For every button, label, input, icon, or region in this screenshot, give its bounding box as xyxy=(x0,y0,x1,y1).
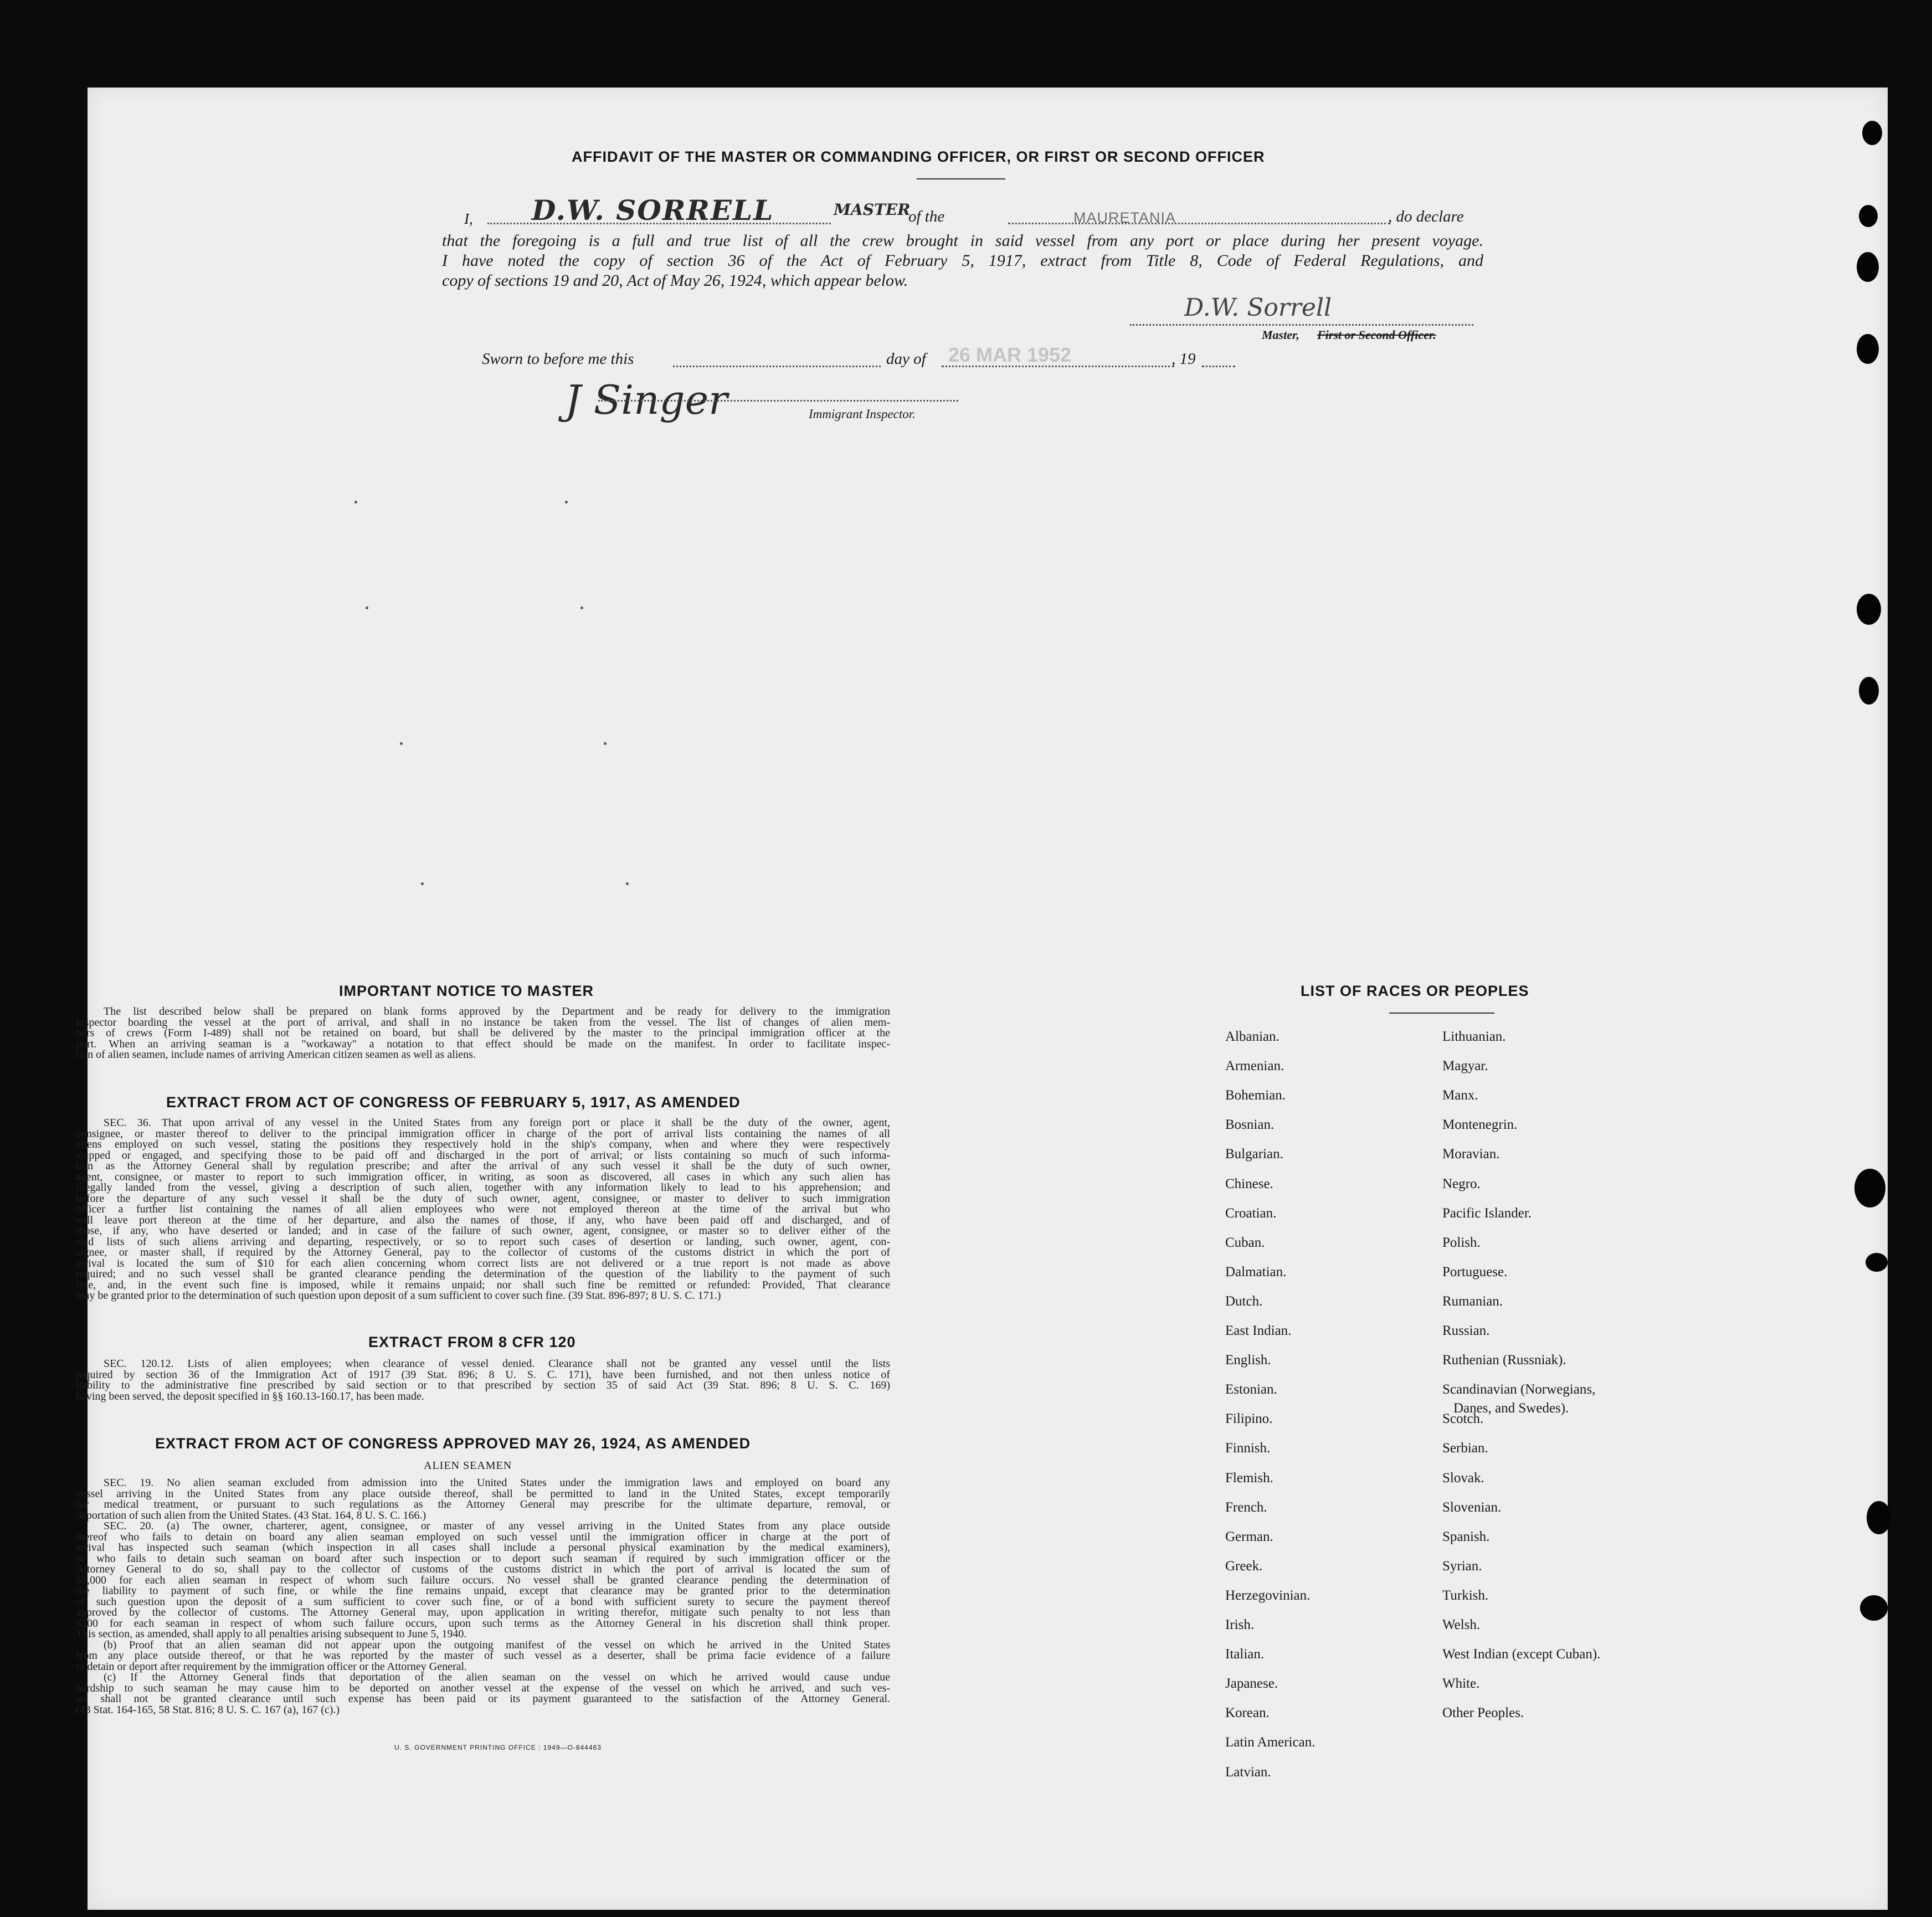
master-name-handwritten: D.W. SORRELL xyxy=(532,194,774,227)
race-item: Italian. xyxy=(1225,1647,1265,1662)
race-item: Croatian. xyxy=(1225,1205,1277,1221)
text-line: required; and no such vessel shall be granted clearance pending the determination of the question of the liability to the payment of such xyxy=(76,1268,890,1280)
notice-text xyxy=(76,1006,890,1061)
races-title: LIST OF RACES OR PEOPLES xyxy=(1301,983,1529,999)
race-item: Albanian. xyxy=(1225,1029,1280,1044)
race-item: Bosnian. xyxy=(1225,1117,1275,1133)
stray-dot xyxy=(626,882,629,885)
punch-hole xyxy=(1854,1169,1885,1207)
struck-caption: First or Second Officer. xyxy=(1317,328,1436,342)
text-line: said lists of such aliens arriving and departing, respectively, or so to report such cases of desertion or landing, such owner, agent, con- xyxy=(76,1235,890,1248)
text-line: or who fails to detain such seaman on board after such inspection or to deport such seaman if required by such immigration officer or the xyxy=(76,1552,890,1565)
title-underline xyxy=(917,178,1005,179)
text-line: sel shall not be granted clearance until such expense has been paid or its payment guaranteed to the satisfaction of the Attorney General. xyxy=(76,1693,890,1705)
race-item: Pacific Islander. xyxy=(1442,1205,1532,1221)
year-prefix: , 19 xyxy=(1171,350,1196,368)
stray-dot xyxy=(421,882,424,885)
punch-hole xyxy=(1867,1501,1891,1534)
signature-line xyxy=(1130,324,1473,326)
race-item: Moravian. xyxy=(1442,1147,1500,1162)
race-item: East Indian. xyxy=(1225,1323,1292,1338)
race-item: Turkish. xyxy=(1442,1587,1489,1603)
race-item: Filipino. xyxy=(1225,1411,1273,1427)
race-item: Scotch. xyxy=(1442,1411,1484,1427)
text-line: arrival is located the sum of $10 for each alien concerning whom correct lists are not delivered or a true report is not made as above xyxy=(76,1257,890,1270)
text-line: required by section 36 of the Immigration Act of 1917 (39 Stat. 896; 8 U. S. C. 171), have been furnished, and not then unless notice of xyxy=(76,1368,890,1381)
race-item: Manx. xyxy=(1442,1088,1478,1103)
text-line: bers of crews (Form I-489) shall not be retained on board, but shall be delivered by the master to the principal immigration officer at the xyxy=(76,1027,890,1039)
race-item: Negro. xyxy=(1442,1176,1481,1191)
race-item: Slovenian. xyxy=(1442,1499,1502,1515)
of-the: of the xyxy=(908,208,945,225)
race-item: Armenian. xyxy=(1225,1058,1284,1074)
alien-seamen-subtitle: ALIEN SEAMEN xyxy=(424,1459,512,1472)
stamp-date-line xyxy=(942,366,1174,367)
extract-1924-title: EXTRACT FROM ACT OF CONGRESS APPROVED MAY 26, 1924, AS AMENDED xyxy=(155,1435,751,1452)
text-line: $1,000 for each alien seaman in respect of whom such failure occurs. No vessel shall be granted clearance pending the determination of xyxy=(76,1574,890,1586)
race-item: Portuguese. xyxy=(1442,1264,1508,1279)
punch-hole xyxy=(1857,594,1881,625)
year-line xyxy=(1202,366,1235,367)
race-item: Welsh. xyxy=(1442,1617,1481,1632)
race-item: Chinese. xyxy=(1225,1176,1273,1191)
stray-dot xyxy=(400,742,403,745)
race-item: Herzegovinian. xyxy=(1225,1587,1311,1603)
sworn-day-line xyxy=(673,366,881,367)
text-line: fine, and, in the event such fine is imposed, while it remains unpaid; nor shall such fine be remitted or refunded: Provided, That clearance xyxy=(76,1278,890,1291)
text-line: $200 for each seaman in respect of whom such failure occurs, upon such terms as the Attorney General in his discretion shall think proper. xyxy=(76,1617,890,1630)
race-item: Rumanian. xyxy=(1442,1293,1503,1309)
race-item: Finnish. xyxy=(1225,1441,1271,1456)
text-line: for medical treatment, or pursuant to such regulations as the Attorney General may prescribe for the ultimate departure, removal, or xyxy=(76,1498,890,1510)
race-item: Montenegrin. xyxy=(1442,1117,1518,1133)
stray-dot xyxy=(580,607,583,609)
text-line: the liability to payment of such fine, or while the fine remains unpaid, except that clearance may be granted prior to the determination xyxy=(76,1585,890,1597)
text-line: deportation of such alien from the United States. (43 Stat. 164, 8 U. S. C. 166.) xyxy=(76,1509,427,1522)
text-line: vessel arriving in the United States from any place outside thereof, shall be permitted to land in the United States, except temporarily xyxy=(76,1487,890,1500)
race-item: Latin American. xyxy=(1225,1735,1316,1750)
text-line: Attorney General to do so, shall pay to the collector of customs of the customs district in which the port of arrival is located the sum of xyxy=(76,1563,890,1575)
race-item: Other Peoples. xyxy=(1442,1705,1524,1721)
master-caption: Master, xyxy=(1262,328,1299,342)
text-line: (b) Proof that an alien seaman did not appear upon the outgoing manifest of the vessel on which he arrived in the United States xyxy=(104,1638,890,1651)
race-item: Flemish. xyxy=(1225,1470,1273,1486)
text-line: arrival has inspected such seaman (which inspection in all cases shall include a personal physical examination by the medical examiners), xyxy=(76,1541,890,1554)
race-item: Danes, and Swedes). xyxy=(1453,1401,1569,1416)
race-item: Latvian. xyxy=(1225,1764,1271,1780)
text-line: SEC. 20. (a) The owner, charterer, agent, consignee, or master of any vessel arriving in the United States from any place outside xyxy=(104,1520,890,1532)
race-item: Serbian. xyxy=(1442,1441,1488,1456)
race-item: Ruthenian (Russniak). xyxy=(1442,1353,1566,1368)
master-word: MASTER xyxy=(834,201,911,219)
extract-1917-title: EXTRACT FROM ACT OF CONGRESS OF FEBRUARY 5, 1917, AS AMENDED xyxy=(166,1094,741,1111)
text-line: SEC. 19. No alien seaman excluded from admission into the United States under the immigration laws and employed on board any xyxy=(104,1477,890,1489)
punch-hole xyxy=(1859,677,1879,705)
affidavit-line-2: that the foregoing is a full and true list of all the crew brought in said vessel from any port or place during her present voyage. xyxy=(442,232,1483,250)
text-line: illegally landed from the vessel, giving a description of such alien, together with any information likely to lead to his apprehension; and xyxy=(76,1181,890,1194)
notice-title: IMPORTANT NOTICE TO MASTER xyxy=(339,983,594,999)
text-line: liability to the administrative fine prescribed by said section or to that prescribed by section 35 of said Act (39 Stat. 896; 8 U. S. C. 169) xyxy=(76,1379,890,1391)
affidavit-line-3: I have noted the copy of section 36 of the Act of February 5, 1917, extract from Title 8, Code of Federal Regulations, and xyxy=(442,251,1483,270)
text-line: agent, consignee, or master to report to such immigration officer, in writing, as soon as discovered, all cases in which any such alien has xyxy=(76,1170,890,1183)
inspector-caption: Immigrant Inspector. xyxy=(809,407,916,421)
race-item: Polish. xyxy=(1442,1235,1481,1250)
day-of: day of xyxy=(886,350,926,368)
text-line: tion as the Attorney General shall by regulation prescribe; and after the arrival of any such vessel it shall be the duty of such owner, xyxy=(76,1160,890,1172)
stray-dot xyxy=(354,501,357,503)
text-line: (43 Stat. 164-165, 58 Stat. 816; 8 U. S. C. 167 (a), 167 (c).) xyxy=(76,1703,340,1716)
race-item: Dalmatian. xyxy=(1225,1264,1287,1279)
text-line: before the departure of any such vessel it shall be the duty of such owner, agent, consignee, or master to deliver to such immigration xyxy=(76,1192,890,1205)
text-line: thereof who fails to detain on board any alien seaman employed on such vessel until the immigration officer in charge at the port of xyxy=(76,1530,890,1543)
extract-1917-text xyxy=(76,1118,890,1302)
text-line: SEC. 36. That upon arrival of any vessel in the United States from any foreign port or place it shall be the duty of the owner, agent, xyxy=(104,1117,890,1129)
text-line: signee, or master shall, if required by the Attorney General, pay to the collector of customs of the customs district in which the port of xyxy=(76,1246,890,1258)
text-line: may be granted prior to the determination of such question upon deposit of a sum sufficient to cover such fine. (39 Stat. 896-897; 8 U. S. C. 171.) xyxy=(76,1289,721,1302)
punch-hole xyxy=(1857,334,1879,364)
text-line: of such question upon the deposit of a sum sufficient to cover such fine, or of a bond with sufficient surety to secure the payment thereof xyxy=(76,1595,890,1608)
printer-imprint: U. S. GOVERNMENT PRINTING OFFICE : 1949—O-844463 xyxy=(394,1744,602,1751)
race-item: Japanese. xyxy=(1225,1676,1278,1692)
vessel-name-stamp: MAURETANIA xyxy=(1073,209,1176,226)
race-item: Slovak. xyxy=(1442,1470,1484,1486)
vessel-line xyxy=(1008,223,1390,224)
race-item: German. xyxy=(1225,1529,1273,1544)
race-item: West Indian (except Cuban). xyxy=(1442,1647,1601,1662)
text-line: officer a further list containing the names of all alien employees who were not employed thereon at the time of the arrival but who xyxy=(76,1203,890,1215)
extract-cfr-text xyxy=(76,1359,890,1402)
race-item: Russian. xyxy=(1442,1323,1490,1338)
do-declare: , do declare xyxy=(1388,208,1464,225)
stray-dot xyxy=(604,742,607,745)
text-line: (c) If the Attorney General finds that deportation of the alien seaman on the vessel on which he arrived would cause undue xyxy=(104,1671,890,1683)
punch-hole xyxy=(1860,1595,1888,1621)
race-item: Syrian. xyxy=(1442,1558,1482,1574)
race-item: Scandinavian (Norwegians, xyxy=(1442,1382,1596,1397)
text-line: SEC. 120.12. Lists of alien employees; when clearance of vessel denied. Clearance shall not be granted any vessel until the lists xyxy=(104,1358,890,1370)
extract-cfr-title: EXTRACT FROM 8 CFR 120 xyxy=(368,1334,576,1350)
text-line: hardship to such seaman he may cause him to be deported on another vessel at the expense of the vessel on which he arrived, and such ves- xyxy=(76,1682,890,1694)
text-line: consignee, or master thereof to deliver to the principal immigration officer in charge of the port of arrival lists containing the names of all xyxy=(76,1127,890,1140)
punch-hole xyxy=(1862,121,1882,145)
text-line: tion of alien seamen, include names of arriving American citizen seamen as well as aliens. xyxy=(76,1049,476,1061)
race-item: Magyar. xyxy=(1442,1058,1488,1074)
affidavit-title: AFFIDAVIT OF THE MASTER OR COMMANDING OFFICER, OR FIRST OR SECOND OFFICER xyxy=(572,148,1265,165)
race-item: Spanish. xyxy=(1442,1529,1490,1544)
stray-dot xyxy=(565,501,568,503)
stamp-date: 26 MAR 1952 xyxy=(948,343,1072,366)
text-line: from any place outside thereof, or that he was reported by the master of such vessel as a deserter, shall be prima facie evidence of a failure xyxy=(76,1649,890,1662)
name-line xyxy=(487,223,831,224)
race-item: English. xyxy=(1225,1353,1271,1368)
text-line: aliens employed on such vessel, stating the positions they respectively hold in the ship's company, when and where they were respectively xyxy=(76,1138,890,1150)
text-line: This section, as amended, shall apply to all penalties arising subsequent to June 5, 1940. xyxy=(76,1628,467,1640)
race-item: Estonian. xyxy=(1225,1382,1277,1397)
race-item: Lithuanian. xyxy=(1442,1029,1506,1044)
punch-hole xyxy=(1857,252,1879,282)
text-line: shipped or engaged, and specifying those to be paid off and discharged in the port of arrival; or lists containing so much of such informa- xyxy=(76,1149,890,1161)
text-line: port. When an arriving seaman is a "workaway" a notation to that effect should be made on the manifest. In order to facilitate inspec- xyxy=(76,1037,890,1050)
extract-1924-text xyxy=(76,1478,890,1715)
stray-dot xyxy=(366,607,368,609)
text-line: inspector boarding the vessel at the port of arrival, and shall in no instance be taken from the vessel. The list of changes of alien mem- xyxy=(76,1016,890,1029)
inspector-line xyxy=(598,400,958,402)
race-item: Greek. xyxy=(1225,1558,1263,1574)
race-item: French. xyxy=(1225,1499,1267,1515)
text-line: having been served, the deposit specified in §§ 160.13-160.17, has been made. xyxy=(76,1390,424,1402)
race-item: Bulgarian. xyxy=(1225,1147,1283,1162)
text-line: The list described below shall be prepared on blank forms approved by the Department and be ready for delivery to the immigration xyxy=(104,1005,890,1017)
master-signature: D.W. Sorrell xyxy=(1184,294,1332,322)
punch-hole xyxy=(1866,1253,1888,1272)
race-item: Bohemian. xyxy=(1225,1088,1286,1103)
text-line: to detain or deport after requirement by the immigration officer or the Attorney General. xyxy=(76,1660,467,1673)
race-item: Korean. xyxy=(1225,1705,1270,1721)
race-item: White. xyxy=(1442,1676,1480,1692)
races-title-underline xyxy=(1389,1013,1494,1014)
intro-i: I, xyxy=(464,210,473,227)
sworn-prefix: Sworn to before me this xyxy=(482,350,634,368)
inspector-signature: J Singer xyxy=(565,377,728,423)
punch-hole xyxy=(1859,205,1878,227)
race-item: Irish. xyxy=(1225,1617,1255,1632)
race-item: Dutch. xyxy=(1225,1293,1263,1309)
race-item: Cuban. xyxy=(1225,1235,1265,1250)
affidavit-line-4: copy of sections 19 and 20, Act of May 26, 1924, which appear below. xyxy=(442,271,908,290)
text-line: approved by the collector of customs. The Attorney General may, upon application in writing therefor, mitigate such penalty to not less than xyxy=(76,1606,890,1618)
text-line: will leave port thereon at the time of her departure, and also the names of those, if any, who have been paid off and discharged, and of xyxy=(76,1214,890,1226)
text-line: those, if any, who have deserted or landed; and in case of the failure of such owner, agent, consignee, or master so to deliver either of the xyxy=(76,1225,890,1237)
